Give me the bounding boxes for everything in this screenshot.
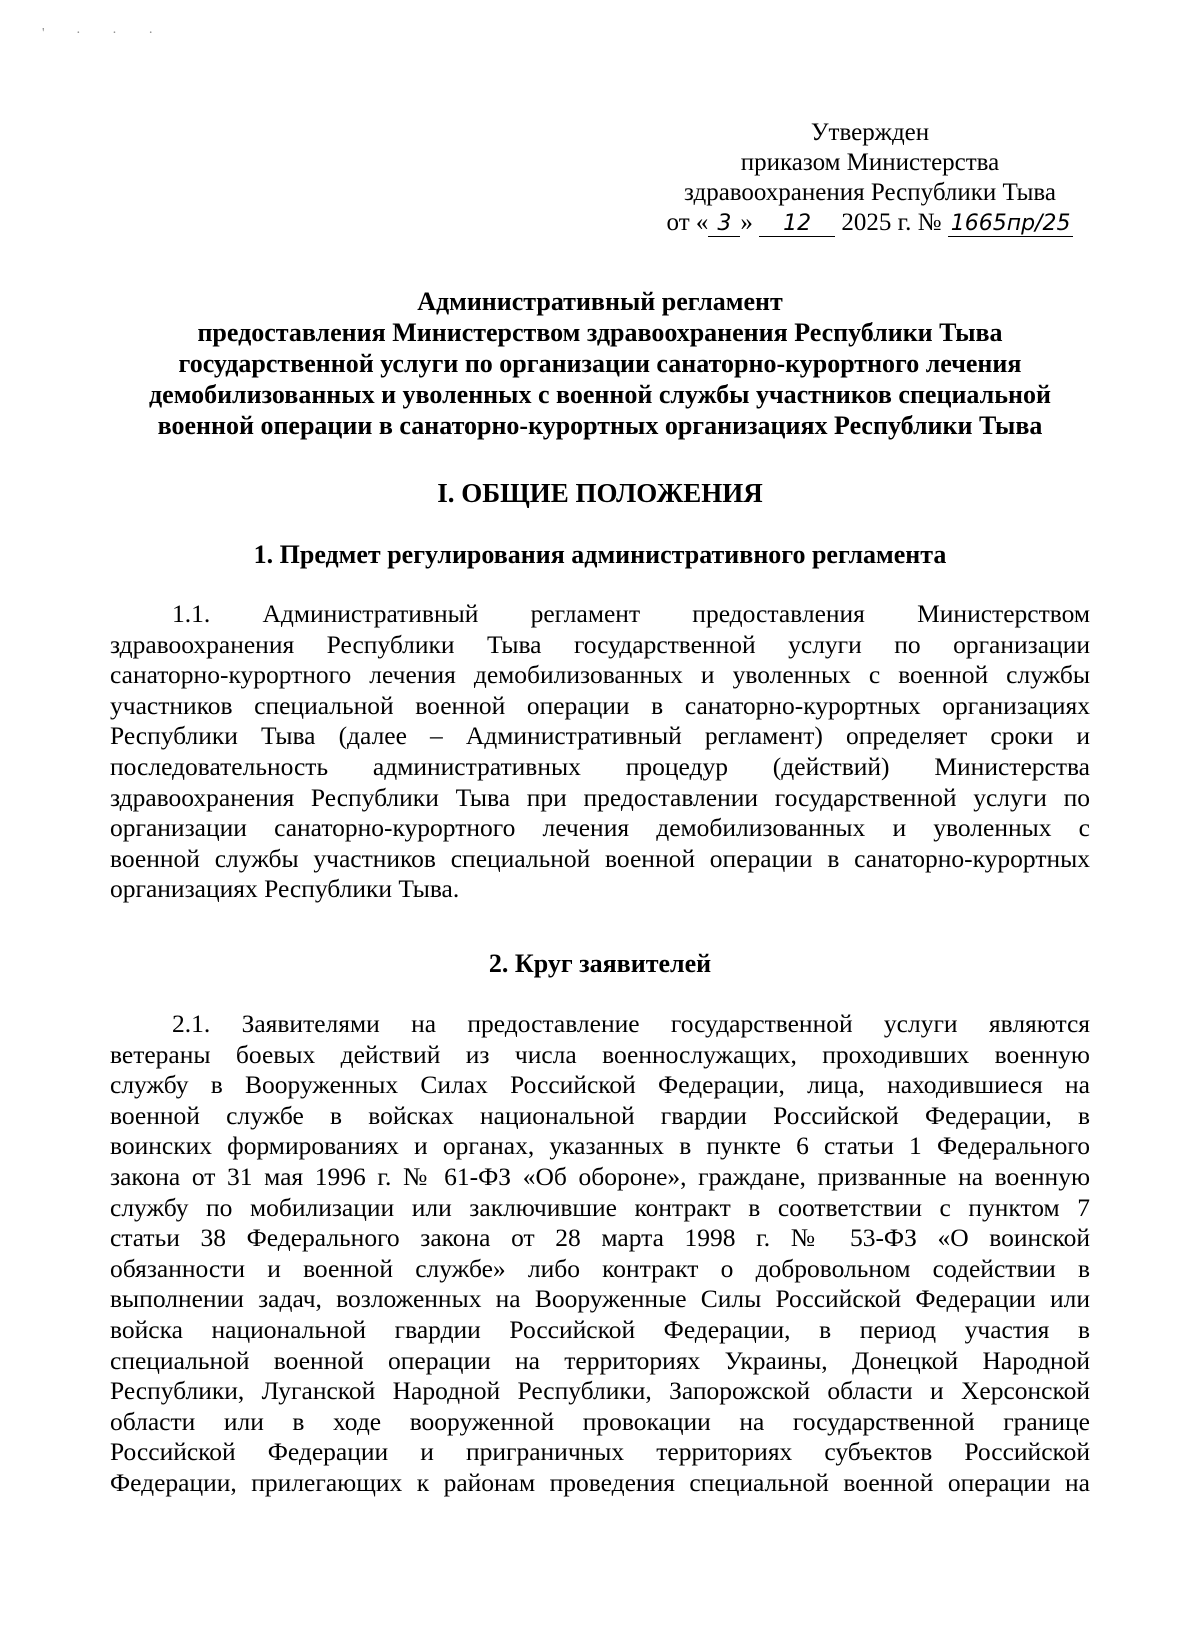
approval-stamp-block	[650, 118, 1090, 238]
paragraph-line: специальной военной операции на территориях Украины, Донецкой Народной	[110, 1345, 1090, 1375]
date-prefix: от «	[666, 209, 709, 236]
approval-line-approved: Утвержден	[810, 119, 930, 146]
title-line: демобилизованных и уволенных с военной службы участников специальной	[149, 380, 1051, 409]
paragraph-line: службу по мобилизации или заключившие контракт в соответствии с пунктом 7	[110, 1192, 1090, 1222]
paragraph-line: закона от 31 мая 1996 г. № 61-ФЗ «Об обороне», граждане, призванные на военную	[110, 1161, 1090, 1191]
paragraph-line: организации санаторно-курортного лечения демобилизованных и уволенных с	[110, 813, 1090, 843]
paragraph-line: участников специальной военной операции в санаторно-курортных организациях	[110, 690, 1090, 720]
section-heading-general: I. ОБЩИЕ ПОЛОЖЕНИЯ	[437, 478, 763, 508]
paragraph-line: воинских формированиях и органах, указанных в пункте 6 статьи 1 Федерального	[110, 1131, 1090, 1161]
paragraph-line: 2.1. Заявителями на предоставление государственной услуги являются	[172, 1009, 1090, 1038]
subsection-heading-subject: 1. Предмет регулирования административного регламента	[253, 540, 947, 569]
approval-date-line	[650, 208, 1090, 238]
paragraph-line: здравоохранения Республики Тыва государственной услуги по организации	[110, 629, 1090, 659]
paragraph-line: выполнении задач, возложенных на Вооруженные Силы Российской Федерации или	[110, 1284, 1090, 1314]
paragraph-line: организациях Республики Тыва.	[110, 874, 460, 904]
paragraph-line: ветераны боевых действий из числа военнослужащих, проходивших военную	[110, 1039, 1090, 1069]
paragraph-line: Республики, Луганской Народной Республики, Запорожской области и Херсонской	[110, 1376, 1090, 1406]
approval-line-order: приказом Министерства	[740, 149, 1000, 176]
title-line: государственной услуги по организации санаторно-курортного лечения	[178, 349, 1022, 378]
paragraph-line: Российской Федерации и приграничных территориях субъектов Российской	[110, 1437, 1090, 1467]
handwritten-month: 12	[759, 212, 835, 237]
paragraph-line: статьи 38 Федерального закона от 28 марта 1998 г. № 53-ФЗ «О воинской	[110, 1223, 1090, 1253]
approval-line-ministry: здравоохранения Республики Тыва	[684, 179, 1056, 206]
handwritten-order-number: 1665пр/25	[948, 212, 1074, 237]
paragraph-line: Федерации, прилегающих к районам проведения специальной военной операции на	[110, 1467, 1090, 1497]
paragraph-1-1	[110, 599, 1090, 905]
paragraph-line: области или в ходе вооруженной провокации на государственной границе	[110, 1406, 1090, 1436]
paragraph-line: службу в Вооруженных Силах Российской Федерации, лица, находившиеся на	[110, 1070, 1090, 1100]
paragraph-line: военной службы участников специальной военной операции в санаторно-курортных	[110, 843, 1090, 873]
paragraph-line: войска национальной гвардии Российской Федерации, в период участия в	[110, 1314, 1090, 1344]
paragraph-line: военной службе в войсках национальной гвардии Российской Федерации, в	[110, 1100, 1090, 1130]
date-mid: »	[740, 209, 753, 236]
subsection-heading-applicants: 2. Круг заявителей	[488, 949, 712, 978]
paragraph-line: санаторно-курортного лечения демобилизованных и уволенных с военной службы	[110, 660, 1090, 690]
paragraph-line: здравоохранения Республики Тыва при предоставлении государственной услуги по	[110, 782, 1090, 812]
paragraph-line: обязанности и военной службе» либо контракт о добровольном содействии в	[110, 1253, 1090, 1283]
handwritten-day: 3	[708, 212, 740, 237]
title-line: военной операции в санаторно-курортных организациях Республики Тыва	[157, 411, 1043, 440]
paragraph-line: Республики Тыва (далее – Административный регламент) определяет сроки и	[110, 721, 1090, 751]
scan-artifact-marks: ' · · ·	[42, 26, 168, 41]
date-year: 2025 г. №	[841, 209, 942, 236]
title-line: предоставления Министерством здравоохранения Республики Тыва	[197, 318, 1003, 347]
paragraph-line: 1.1. Административный регламент предоставления Министерством	[172, 599, 1090, 628]
document-title	[110, 286, 1090, 441]
paragraph-2-1	[110, 1009, 1090, 1499]
paragraph-line: последовательность административных процедур (действий) Министерства	[110, 751, 1090, 781]
title-line: Административный регламент	[417, 287, 783, 316]
